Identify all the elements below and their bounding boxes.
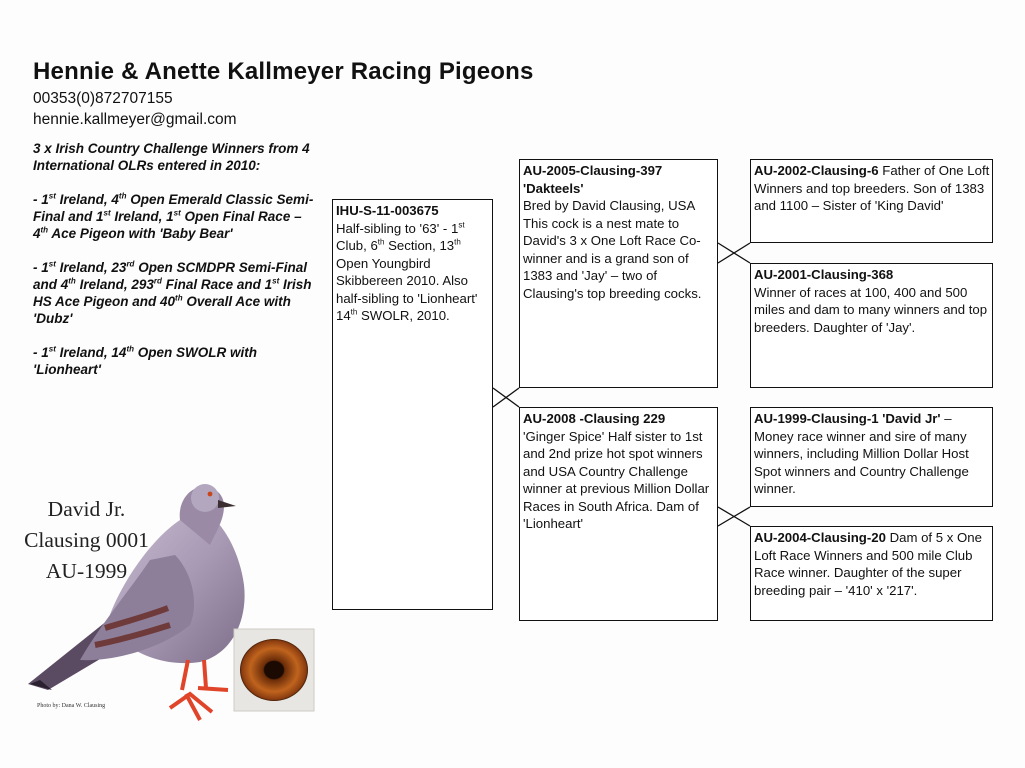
pigeon-loft: Clausing 0001 [24, 528, 149, 552]
phone-number: 00353(0)872707155 [33, 90, 173, 107]
ring-number: AU-2001-Clausing-368 [754, 267, 894, 282]
description: Winner of races at 100, 400 and 500 miles and dam to many winners and top breeders. Daughter of 'Jay'. [754, 284, 988, 335]
ring-number: AU-1999-Clausing-1 'David Jr' [754, 411, 941, 426]
ring-number: AU-2008 -Clausing 229 [523, 411, 666, 426]
photo-credit: Photo by: Dana W. Clausing [37, 703, 106, 709]
description: 'Ginger Spice' Half sister to 1st and 2nd prize hot spot winners and USA Country Challenge winner at previous Million Dollar Races in South Africa. Dam of 'Lionheart' [523, 428, 710, 531]
pedigree-box-main: IHU-S-11-003675 Half-sibling to '63' - 1st Club, 6th Section, 13th Open Youngbird Skibbereen 2010. Also half-sibling to 'Lionheart' 14th SWOLR, 2010. [332, 199, 493, 610]
ring-number: AU-2002-Clausing-6 [754, 163, 879, 178]
description: Bred by David Clausing, USA This cock is a nest mate to David's 3 x One Loft Race Co-winner and is a grand son of 1383 and 'Jay' – two of Clausing's top breeding cocks. [523, 198, 702, 301]
page-title: Hennie & Anette Kallmeyer Racing Pigeons [33, 58, 534, 85]
achievement-lionheart: - 1st Ireland, 14th Open SWOLR with 'Lionheart' [33, 344, 257, 377]
pigeon-bird [28, 484, 245, 720]
pigeon-name: David Jr. [47, 497, 126, 521]
description: Dam of 5 x One Loft Race Winners and 500 mile Club Race winner. Daughter of the super breeding pair – '410' x '217'. [754, 530, 982, 598]
description: – Money race winner and sire of many winners, including Million Dollar Host Spot winners and Country Challenge winner. [754, 411, 969, 496]
ring-number: IHU-S-11-003675 [336, 203, 439, 218]
description: Father of One Loft Winners and top breeders. Son of 1383 and 1100 – Sister of 'King David' [754, 163, 990, 213]
achievements-heading: 3 x Irish Country Challenge Winners from 4 International OLRs entered in 2010: [33, 141, 310, 173]
achievement-baby-bear: - 1st Ireland, 4th Open Emerald Classic Semi-Final and 1st Ireland, 1st Open Final Race – 4th Ace Pigeon with 'Baby Bear' [33, 191, 314, 241]
email-address: hennie.kallmeyer@gmail.com [33, 111, 237, 128]
ring-number: AU-2005-Clausing-397 'Dakteels' [523, 163, 663, 196]
achievement-dubz: - 1st Ireland, 23rd Open SCMDPR Semi-Final and 4th Ireland, 293rd Final Race and 1st Irish HS Ace Pigeon and 40th Overall Ace with 'Dubz' [33, 259, 312, 326]
pigeon-eye-inset [234, 629, 314, 711]
ring-number: AU-2004-Clausing-20 [754, 530, 886, 545]
pigeon-ring: AU-1999 [45, 559, 128, 583]
